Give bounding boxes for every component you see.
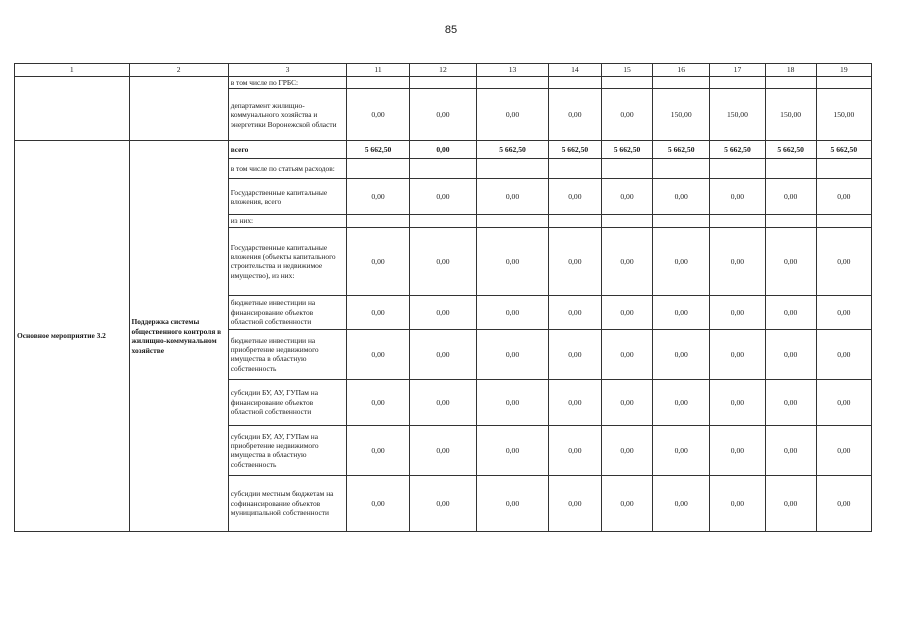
value-cell: 0,00 [816, 179, 871, 215]
value-cell [347, 215, 409, 227]
value-cell: 0,00 [477, 475, 549, 531]
value-cell: 0,00 [601, 379, 652, 425]
row-label: из них: [228, 215, 347, 227]
value-cell: 5 662,50 [765, 141, 816, 159]
value-cell [710, 159, 765, 179]
value-cell: 0,00 [601, 329, 652, 379]
value-cell [477, 159, 549, 179]
value-cell: 0,00 [477, 425, 549, 475]
value-cell: 0,00 [601, 295, 652, 329]
value-cell: 0,00 [710, 329, 765, 379]
column-header: 12 [409, 64, 476, 77]
value-cell: 0,00 [347, 295, 409, 329]
value-cell: 0,00 [347, 425, 409, 475]
value-cell: 5 662,50 [548, 141, 601, 159]
value-cell: 0,00 [765, 425, 816, 475]
value-cell: 0,00 [409, 295, 476, 329]
value-cell [710, 77, 765, 89]
value-cell [548, 77, 601, 89]
value-cell: 0,00 [765, 227, 816, 295]
row-label: Государственные капитальные вложения (объекты капитального строительства и недвижимое имущество), из них: [228, 227, 347, 295]
value-cell: 0,00 [653, 379, 710, 425]
value-cell: 150,00 [765, 89, 816, 141]
value-cell [409, 215, 476, 227]
row-label: субсидии БУ, АУ, ГУПам на финансирование объектов областной собственности [228, 379, 347, 425]
value-cell [409, 77, 476, 89]
value-cell: 0,00 [409, 227, 476, 295]
table-row [15, 77, 872, 89]
value-cell: 0,00 [710, 425, 765, 475]
value-cell: 0,00 [477, 89, 549, 141]
row-label: бюджетные инвестиции на финансирование объектов областной собственности [228, 295, 347, 329]
value-cell: 0,00 [347, 379, 409, 425]
value-cell: 5 662,50 [347, 141, 409, 159]
value-cell: 0,00 [765, 295, 816, 329]
value-cell [477, 77, 549, 89]
value-cell: 0,00 [548, 379, 601, 425]
value-cell: 0,00 [816, 475, 871, 531]
value-cell [653, 215, 710, 227]
value-cell: 0,00 [477, 179, 549, 215]
value-cell: 0,00 [477, 295, 549, 329]
value-cell: 150,00 [816, 89, 871, 141]
value-cell [601, 77, 652, 89]
column-header: 14 [548, 64, 601, 77]
value-cell: 0,00 [601, 179, 652, 215]
row-label: Государственные капитальные вложения, всего [228, 179, 347, 215]
value-cell: 0,00 [816, 329, 871, 379]
row-label: бюджетные инвестиции на приобретение недвижимого имущества в областную собственность [228, 329, 347, 379]
value-cell [710, 215, 765, 227]
value-cell: 0,00 [477, 379, 549, 425]
value-cell: 0,00 [409, 89, 476, 141]
value-cell: 0,00 [347, 475, 409, 531]
value-cell: 0,00 [601, 227, 652, 295]
row-label: субсидии БУ, АУ, ГУПам на приобретение недвижимого имущества в областную собственность [228, 425, 347, 475]
row-label: всего [228, 141, 347, 159]
column-header: 2 [129, 64, 228, 77]
value-cell: 0,00 [765, 379, 816, 425]
value-cell: 0,00 [816, 227, 871, 295]
value-cell [816, 77, 871, 89]
value-cell: 0,00 [765, 475, 816, 531]
value-cell: 0,00 [653, 475, 710, 531]
value-cell [409, 159, 476, 179]
value-cell [653, 159, 710, 179]
value-cell [548, 215, 601, 227]
value-cell [816, 159, 871, 179]
value-cell [765, 215, 816, 227]
value-cell: 0,00 [816, 425, 871, 475]
activity-name-cell [129, 77, 228, 141]
column-header: 1 [15, 64, 130, 77]
value-cell: 0,00 [710, 227, 765, 295]
activity-cell [15, 77, 130, 141]
column-header: 17 [710, 64, 765, 77]
value-cell: 0,00 [710, 475, 765, 531]
activity-cell: Основное мероприятие 3.2 [15, 141, 130, 531]
column-header: 11 [347, 64, 409, 77]
value-cell: 0,00 [347, 179, 409, 215]
value-cell: 0,00 [710, 295, 765, 329]
value-cell: 0,00 [548, 329, 601, 379]
row-label: департамент жилищно-коммунального хозяйства и энергетики Воронежской области [228, 89, 347, 141]
value-cell: 0,00 [765, 329, 816, 379]
value-cell: 0,00 [347, 89, 409, 141]
column-header: 19 [816, 64, 871, 77]
header-row [15, 64, 872, 77]
value-cell: 0,00 [653, 179, 710, 215]
value-cell: 0,00 [409, 141, 476, 159]
value-cell [816, 215, 871, 227]
value-cell: 5 662,50 [653, 141, 710, 159]
value-cell [347, 77, 409, 89]
value-cell [765, 77, 816, 89]
value-cell [601, 159, 652, 179]
value-cell: 0,00 [548, 227, 601, 295]
value-cell: 0,00 [409, 329, 476, 379]
value-cell: 0,00 [816, 295, 871, 329]
activity-name-cell: Поддержка системы общественного контроля в жилищно-коммунальном хозяйстве [129, 141, 228, 531]
value-cell: 5 662,50 [710, 141, 765, 159]
value-cell: 0,00 [548, 179, 601, 215]
value-cell: 0,00 [477, 329, 549, 379]
value-cell: 0,00 [601, 425, 652, 475]
value-cell: 0,00 [409, 379, 476, 425]
value-cell: 150,00 [653, 89, 710, 141]
value-cell: 0,00 [548, 89, 601, 141]
value-cell [548, 159, 601, 179]
value-cell [765, 159, 816, 179]
table-row [15, 141, 872, 159]
value-cell: 0,00 [548, 475, 601, 531]
value-cell: 0,00 [653, 425, 710, 475]
value-cell: 0,00 [347, 227, 409, 295]
value-cell: 0,00 [548, 295, 601, 329]
column-header: 15 [601, 64, 652, 77]
value-cell: 0,00 [409, 425, 476, 475]
value-cell: 5 662,50 [816, 141, 871, 159]
value-cell: 0,00 [548, 425, 601, 475]
column-header: 18 [765, 64, 816, 77]
value-cell: 0,00 [601, 89, 652, 141]
value-cell [347, 159, 409, 179]
value-cell: 150,00 [710, 89, 765, 141]
value-cell: 0,00 [710, 379, 765, 425]
budget-table [14, 63, 872, 532]
value-cell: 0,00 [653, 329, 710, 379]
row-label: в том числе по статьям расходов: [228, 159, 347, 179]
value-cell: 0,00 [477, 227, 549, 295]
row-label: субсидии местным бюджетам на софинансирование объектов муниципальной собственности [228, 475, 347, 531]
value-cell: 0,00 [347, 329, 409, 379]
value-cell: 0,00 [653, 295, 710, 329]
value-cell: 0,00 [409, 179, 476, 215]
value-cell [601, 215, 652, 227]
value-cell: 0,00 [653, 227, 710, 295]
value-cell: 0,00 [816, 379, 871, 425]
value-cell: 5 662,50 [601, 141, 652, 159]
page-number: 85 [444, 24, 458, 36]
column-header: 3 [228, 64, 347, 77]
value-cell [653, 77, 710, 89]
value-cell [477, 215, 549, 227]
value-cell: 0,00 [409, 475, 476, 531]
column-header: 16 [653, 64, 710, 77]
row-label: в том числе по ГРБС: [228, 77, 347, 89]
column-header: 13 [477, 64, 549, 77]
value-cell: 0,00 [710, 179, 765, 215]
value-cell: 5 662,50 [477, 141, 549, 159]
value-cell: 0,00 [601, 475, 652, 531]
value-cell: 0,00 [765, 179, 816, 215]
